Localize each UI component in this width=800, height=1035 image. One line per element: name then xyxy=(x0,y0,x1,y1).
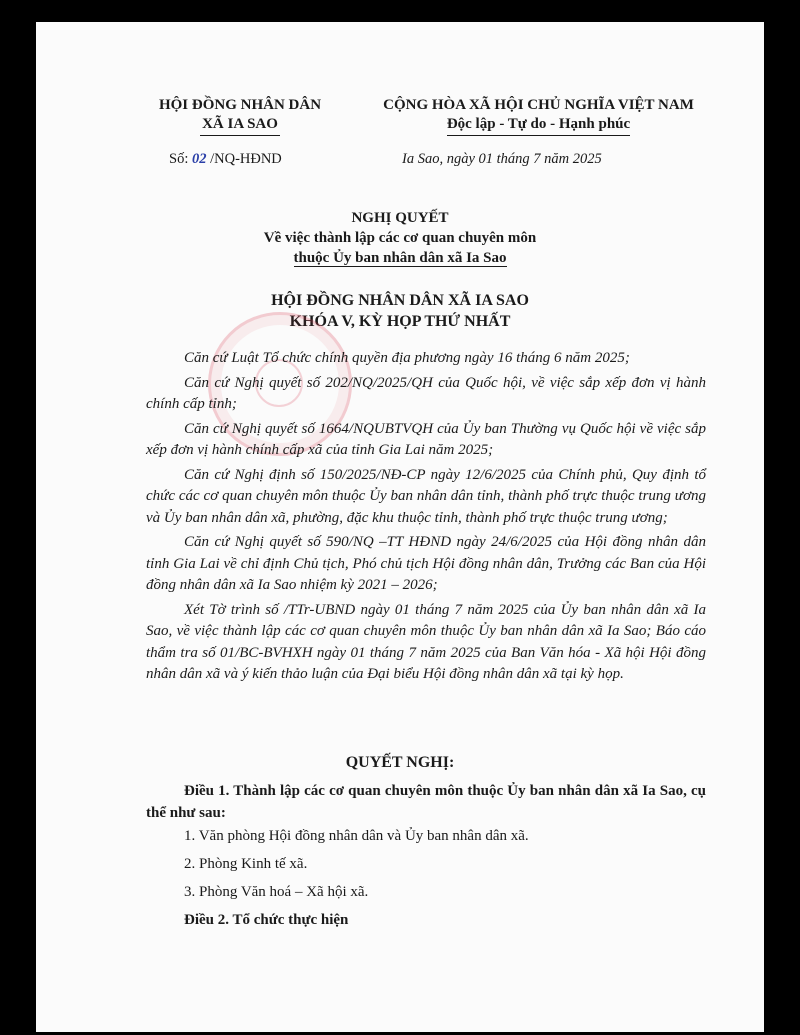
basis-paragraph: Căn cứ Nghị quyết số 1664/NQUBTVQH của Ủy ban Thường vụ Quốc hội về việc sắp xếp đơn vị hành chính cấp xã của tỉnh Gia Lai năm 2025; xyxy=(146,420,706,458)
basis-paragraph: Căn cứ Luật Tổ chức chính quyền địa phương ngày 16 tháng 6 năm 2025; xyxy=(184,350,630,366)
council-line1: HỘI ĐỒNG NHÂN DÂN XÃ IA SAO xyxy=(271,292,529,309)
article1-item: 1. Văn phòng Hội đồng nhân dân và Ủy ban nhân dân xã. xyxy=(184,828,529,844)
motto-line2: Độc lập - Tự do - Hạnh phúc xyxy=(447,115,630,136)
national-motto xyxy=(361,96,716,136)
subject-line2: thuộc Ủy ban nhân dân xã Ia Sao xyxy=(293,250,507,266)
article1-item: 2. Phòng Kinh tế xã. xyxy=(184,856,308,872)
authority-line1: HỘI ĐỒNG NHÂN DÂN xyxy=(158,97,322,113)
number-handwritten: 02 xyxy=(191,151,207,167)
basis-paragraph: Xét Tờ trình số /TTr-UBND ngày 01 tháng 7 năm 2025 của Ủy ban nhân dân xã Ia Sao, về việc thành lập các cơ quan chuyên môn thuộc Ủy ban nhân dân xã Ia Sao; Báo cáo thẩm tra số 01/BC-BVHXH ngày 01 tháng 7 năm 2025 của Ban Văn hóa - Xã hội Hội đồng nhân dân xã và ý kiến thảo luận của Đại biểu Hội đồng nhân dân xã tại kỳ họp. xyxy=(146,601,706,682)
place-date: Ia Sao, ngày 01 tháng 7 năm 2025 xyxy=(402,151,602,167)
doc-type: NGHỊ QUYẾT xyxy=(351,210,449,226)
article1-heading: Điều 1. Thành lập các cơ quan chuyên môn thuộc Ủy ban nhân dân xã Ia Sao, cụ thể như sau: xyxy=(146,783,706,821)
issuing-authority xyxy=(140,96,340,136)
article1-item: 3. Phòng Văn hoá – Xã hội xã. xyxy=(184,884,369,900)
document-number xyxy=(169,151,282,168)
council-heading xyxy=(36,290,764,332)
council-line2: KHÓA V, KỲ HỌP THỨ NHẤT xyxy=(289,313,511,330)
legal-bases xyxy=(146,348,706,689)
basis-paragraph: Căn cứ Nghị quyết số 590/NQ –TT HĐND ngày 24/6/2025 của Hội đồng nhân dân tỉnh Gia Lai về chỉ định Chủ tịch, Phó chủ tịch Hội đồng nhân dân, Trưởng các Ban của Hội đồng nhân dân xã Ia Sao nhiệm kỳ 2021 – 2026; xyxy=(146,534,706,593)
basis-paragraph: Căn cứ Nghị quyết số 202/NQ/2025/QH của Quốc hội, về việc sắp xếp đơn vị hành chính cấp tỉnh; xyxy=(146,374,706,412)
document-page xyxy=(36,22,764,1032)
basis-paragraph: Căn cứ Nghị định số 150/2025/NĐ-CP ngày 12/6/2025 của Chính phủ, Quy định tổ chức các cơ quan chuyên môn thuộc Ủy ban nhân dân tỉnh, thành phố trực thuộc trung ương và Ủy ban nhân dân xã, phường, đặc khu thuộc tỉnh, thành phố trực thuộc trung ương; xyxy=(146,466,706,526)
article2-heading: Điều 2. Tổ chức thực hiện xyxy=(184,912,349,928)
document-title xyxy=(36,208,764,268)
authority-line2: XÃ IA SAO xyxy=(200,115,280,136)
number-suffix: /NQ-HĐND xyxy=(210,151,282,167)
subject-line1: Về việc thành lập các cơ quan chuyên môn xyxy=(263,230,537,246)
decision-heading: QUYẾT NGHỊ: xyxy=(345,754,455,771)
number-prefix: Số: xyxy=(169,151,189,167)
motto-line1: CỘNG HÒA XÃ HỘI CHỦ NGHĨA VIỆT NAM xyxy=(383,97,694,113)
